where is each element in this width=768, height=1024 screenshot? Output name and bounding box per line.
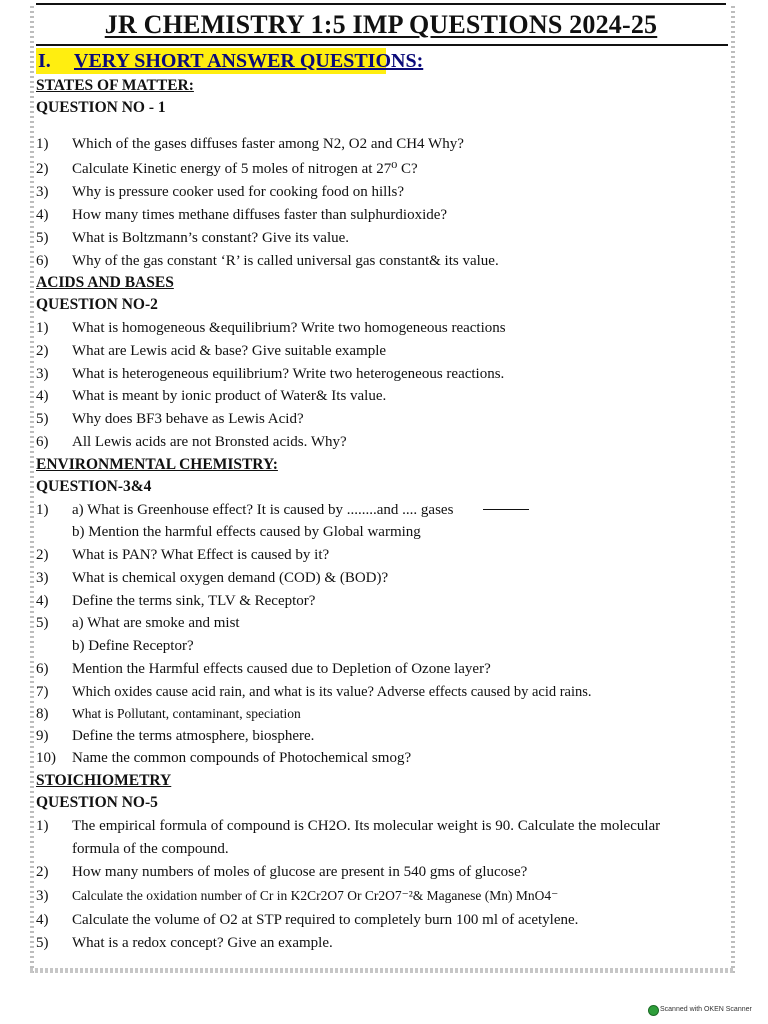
title-rule bbox=[36, 44, 728, 46]
document-title: JR CHEMISTRY 1:5 IMP QUESTIONS 2024-25 bbox=[104, 10, 658, 39]
page-border-bottom bbox=[30, 968, 735, 973]
page-border-right bbox=[731, 6, 735, 974]
top-rule bbox=[36, 3, 726, 5]
scanner-icon bbox=[648, 1005, 659, 1016]
topic-heading-states-of-matter: STATES OF MATTER: bbox=[36, 77, 194, 94]
topic-heading-environmental-chemistry: ENVIRONMENTAL CHEMISTRY: bbox=[36, 456, 278, 473]
question-number-3-4: QUESTION-3&4 bbox=[36, 478, 152, 495]
document-page: JR CHEMISTRY 1:5 IMP QUESTIONS 2024-25 I. VERY SHORT ANSWER QUESTIONS: STATES OF MATTER: QUESTION NO - 1 1) Which of the gases diffuses faster among N2, O2 and CH4 Why? 2) Calculate Kinetic energy of 5 moles of nitrogen at 27⁰ C? 3) Why is pressure cooker used for cooking food on hills? 4) How many times methane diffuses faster than sulphurdioxide? 5) What is Boltzmann’s constant? Give its value. 6) Why of the gas constant ‘R’ is called universal gas constant& its value. ACIDS AND BASES QUESTION NO-2 1) What is homogeneous &equilibrium? Write two homogeneous reactions 2) What are Lewis acid & base? Give suitable example 3) What is heterogeneous equilibrium? Write two heterogeneous reactions. 4) What is meant by ionic product of Water& Its value. 5) Why does BF3 behave as Lewis Acid? 6) All Lewis acids are not Bronsted acids. Why? ENVIRONMENTAL CHEMISTRY: QUESTION-3&4 1) a) What is Greenhouse effect? It is caused by ........and .... gases b) Mention the harmful effects caused by Global warming 2) What is PAN? What Effect is caused by it? 3) What is chemical oxygen demand (COD) & (BOD)? 4) Define the terms sink, TLV & Receptor? 5) a) What are smoke and mist b) Define Receptor? 6) Mention the Harmful effects caused due to Depletion of Ozone layer? 7) Which oxides cause acid rain, and what is its value? Adverse effects caused by acid rains. 8) What is Pollutant, contaminant, speciation 9) Define the terms atmosphere, biosphere. 10) Name the common compounds of Photochemical smog? STOICHIOMETRY QUESTION NO-5 1) The empirical formula of compound is CH2O. Its molecular weight is 90. Calculate the molecular formula of the compound. 2) How many numbers of moles of glucose are present in 540 gms of glucose? 3) Calculate the oxidation number of Cr in K2Cr2O7 Or Cr2O7⁻²& Maganese (Mn) MnO4⁻ 4) Calculate the volume of O2 at STP required to completely burn 100 ml of acetylene. 5) What is a redox concept? Give an example. Scanned with OKEN Scanner bbox=[0, 0, 768, 1024]
section-label: VERY SHORT ANSWER QUESTIONS: bbox=[74, 50, 424, 72]
question-number-2: QUESTION NO-2 bbox=[36, 296, 158, 313]
section-heading bbox=[38, 50, 423, 72]
answer-blank bbox=[483, 509, 529, 510]
topic-heading-stoichiometry: STOICHIOMETRY bbox=[36, 772, 172, 789]
question-number-5: QUESTION NO-5 bbox=[36, 794, 158, 811]
scanner-watermark: Scanned with OKEN Scanner bbox=[660, 1006, 752, 1013]
page-border-left bbox=[30, 6, 34, 974]
topic-heading-acids-and-bases: ACIDS AND BASES bbox=[36, 274, 174, 291]
question-number-1: QUESTION NO - 1 bbox=[36, 99, 166, 116]
section-number: I. bbox=[38, 50, 51, 72]
